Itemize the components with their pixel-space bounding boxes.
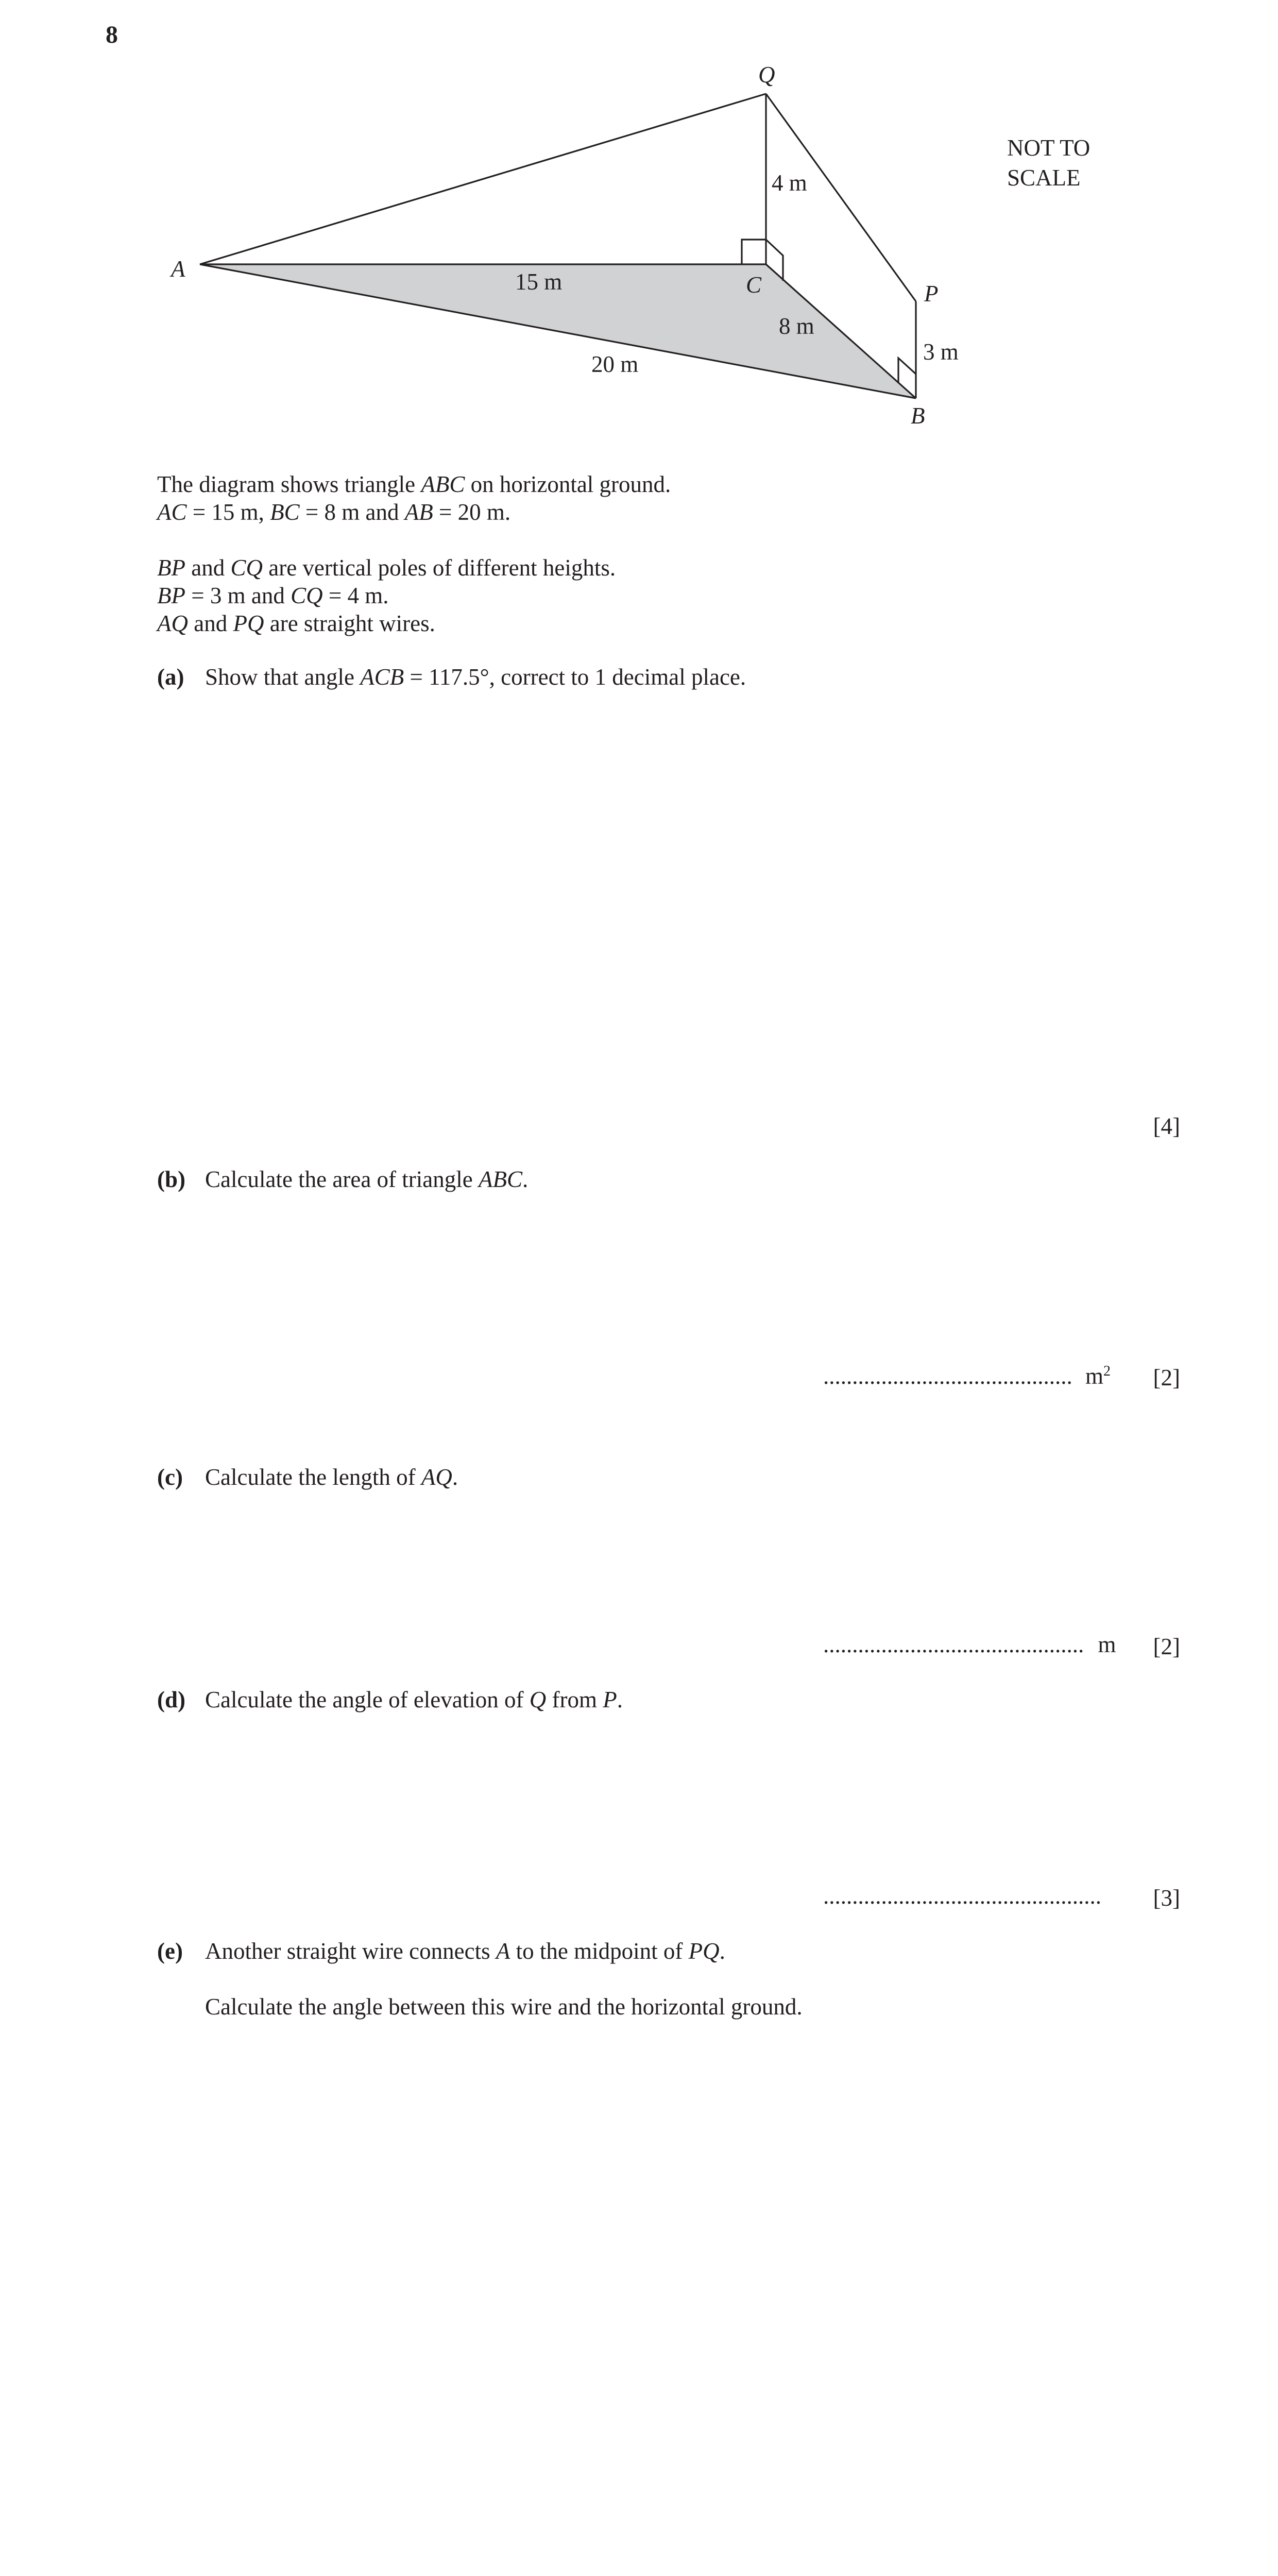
part-d-question: Calculate the angle of elevation of Q from P. — [205, 1687, 623, 1713]
part-a-question: Show that angle ACB = 117.5°, correct to 1 decimal place. — [205, 664, 746, 690]
wire-AQ — [200, 94, 766, 264]
part-b-question: Calculate the area of triangle ABC. — [205, 1166, 529, 1192]
intro-line-4: BP = 3 m and CQ = 4 m. — [157, 583, 389, 608]
intro-line-3: BP and CQ are vertical poles of different heights. — [157, 555, 616, 581]
question-number: 8 — [106, 21, 118, 48]
intro-line-1: The diagram shows triangle ABC on horizontal ground. — [157, 471, 671, 497]
part-e-question-line-2: Calculate the angle between this wire and the horizontal ground. — [205, 1994, 803, 2020]
answer-dots: ............................................. — [823, 1632, 1084, 1657]
answer-dots: ................................................ — [823, 1883, 1101, 1909]
part-a-label: (a) — [157, 664, 184, 690]
length-BC: 8 m — [779, 313, 814, 339]
length-AC: 15 m — [515, 269, 563, 295]
part-b-answer-line[interactable]: ........................................... $m^2$ — [823, 1363, 1111, 1389]
part-d-marks: [3] — [1153, 1885, 1180, 1911]
part-c-answer-line[interactable] — [823, 1633, 1116, 1656]
triangle-diagram — [0, 0, 1278, 464]
unit: m — [1085, 1363, 1104, 1389]
part-a-marks: [4] — [1153, 1113, 1180, 1139]
part-e-question: Another straight wire connects A to the midpoint of PQ. — [205, 1938, 725, 1964]
label-A: A — [171, 256, 185, 282]
part-c-label: (c) — [157, 1464, 183, 1490]
not-to-scale-line1: NOT TO — [1007, 135, 1090, 161]
label-B: B — [911, 403, 925, 429]
intro-line-2: AC = 15 m, BC = 8 m and AB = 20 m. — [157, 499, 511, 525]
part-c-question: Calculate the length of AQ. — [205, 1464, 458, 1490]
part-d-answer-line[interactable] — [823, 1885, 1101, 1908]
label-P: P — [924, 281, 939, 307]
length-BP: 3 m — [923, 339, 959, 365]
unit: m — [1098, 1632, 1116, 1657]
label-Q: Q — [758, 62, 775, 88]
part-b-marks: [2] — [1153, 1365, 1180, 1391]
part-e-label: (e) — [157, 1938, 183, 1964]
part-c-marks: [2] — [1153, 1634, 1180, 1659]
wire-PQ — [766, 94, 916, 301]
answer-dots: ........................................... — [823, 1363, 1072, 1389]
right-angle-B — [898, 358, 916, 383]
right-angle-C-left — [742, 240, 766, 264]
not-to-scale-line2: SCALE — [1007, 165, 1081, 191]
part-b-label: (b) — [157, 1166, 185, 1192]
intro-line-5: AQ and PQ are straight wires. — [157, 611, 435, 636]
length-AB: 20 m — [591, 351, 639, 377]
label-C: C — [746, 272, 762, 298]
part-d-label: (d) — [157, 1687, 185, 1713]
length-CQ: 4 m — [772, 170, 807, 196]
